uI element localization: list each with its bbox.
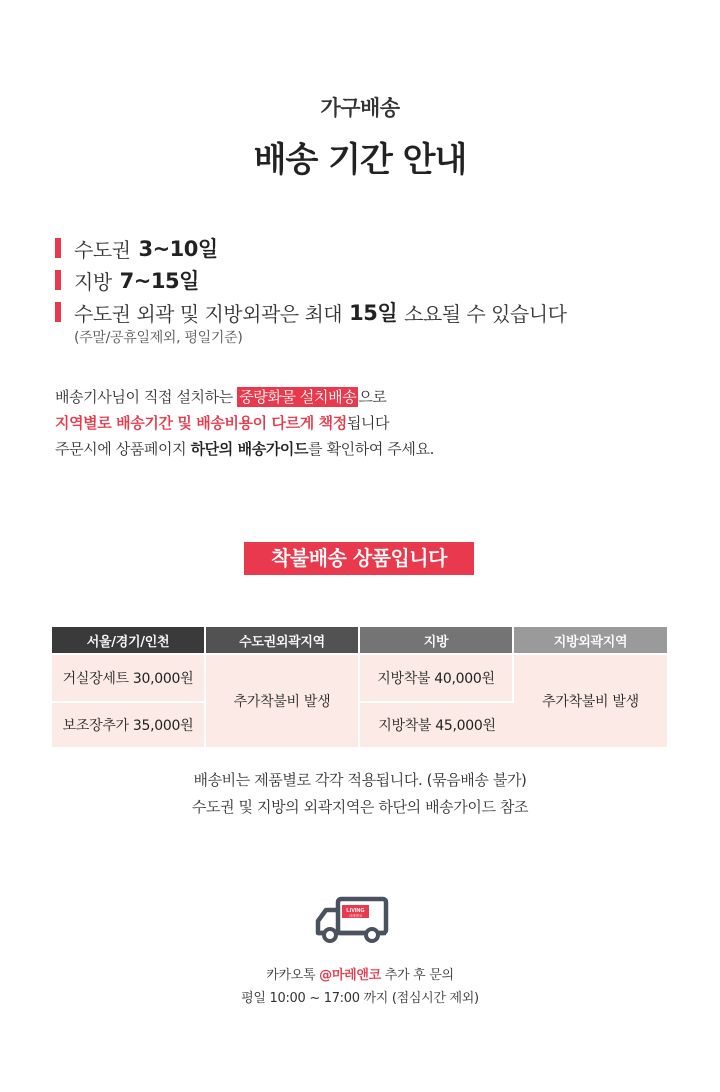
contact-suffix: 추가 후 문의 <box>384 968 454 983</box>
contact-hours: 평일 10:00 ~ 17:00 까지 (점심시간 제외) <box>241 991 479 1006</box>
cell-local-1: 지방착불 40,000원 <box>360 653 514 701</box>
notice-bold-text: 하단의 배송가이드 <box>190 440 309 458</box>
header-local-outer: 지방외곽지역 <box>514 627 667 653</box>
header-local: 지방 <box>360 627 514 653</box>
shipping-fee-table <box>52 627 667 747</box>
contact-prefix: 카카오톡 <box>266 968 316 983</box>
bullet-value: 7~15일 <box>119 269 199 293</box>
truck-sign-subtext: 마레앤코 <box>348 914 363 918</box>
kakao-handle-link[interactable]: @마레앤코 <box>319 968 381 983</box>
notice-line-1 <box>55 386 386 407</box>
table-row <box>52 653 667 701</box>
notice-highlight: 중량화물 설치배송 <box>239 388 357 406</box>
bullet-local <box>55 265 199 295</box>
notice-line-2 <box>55 412 389 433</box>
header-seoul: 서울/경기/인천 <box>52 627 206 653</box>
bullet-value: 15일 <box>349 301 398 325</box>
cod-badge: 착불배송 상품입니다 <box>244 542 474 575</box>
notice-text: 됩니다 <box>346 414 390 432</box>
page-subtitle: 가구배송 <box>320 96 400 120</box>
cell-local-outer: 추가착불비 발생 <box>514 653 667 747</box>
cell-seoul-2: 보조장추가 35,000원 <box>52 701 206 747</box>
bullet-label: 지방 <box>74 269 112 294</box>
notice-text: 를 확인하여 주세요. <box>308 440 434 458</box>
cell-metro-outer: 추가착불비 발생 <box>206 653 360 747</box>
notice-line-3 <box>55 438 434 459</box>
footer-note-1: 배송비는 제품별로 각각 적용됩니다. (묶음배송 불가) <box>193 771 527 789</box>
header-metro-outer: 수도권외곽지역 <box>206 627 360 653</box>
footer-note-2: 수도권 및 지방의 외곽지역은 하단의 배송가이드 참조 <box>191 798 529 816</box>
bullet-value: 3~10일 <box>138 237 218 261</box>
cell-seoul-1: 거실장세트 30,000원 <box>52 653 206 701</box>
notice-text: 주문시에 상품페이지 <box>55 440 187 458</box>
page-title: 배송 기간 안내 <box>253 140 467 180</box>
bullet-label: 수도권 외곽 및 지방외곽은 최대 <box>74 301 343 326</box>
bullet-label-after: 소요될 수 있습니다 <box>404 301 567 326</box>
bullet-outer <box>55 297 566 327</box>
cell-local-2: 지방착불 45,000원 <box>360 701 514 747</box>
table-header-row <box>52 627 667 653</box>
delivery-truck-icon <box>314 896 390 944</box>
notice-text: 배송기사님이 직접 설치하는 <box>55 388 233 406</box>
notice-text: 으로 <box>358 388 387 406</box>
bullet-label: 수도권 <box>74 237 131 262</box>
notice-red-text: 지역별로 배송기간 및 배송비용이 다르게 책정 <box>55 414 347 432</box>
bullet-bar <box>55 270 61 290</box>
bullet-note: (주말/공휴일제외, 평일기준) <box>74 330 243 346</box>
bullet-metro <box>55 233 218 263</box>
bullet-bar <box>55 238 61 258</box>
bullet-bar <box>55 302 61 322</box>
truck-sign-text: LIVING <box>346 908 365 914</box>
contact-line <box>0 964 720 983</box>
